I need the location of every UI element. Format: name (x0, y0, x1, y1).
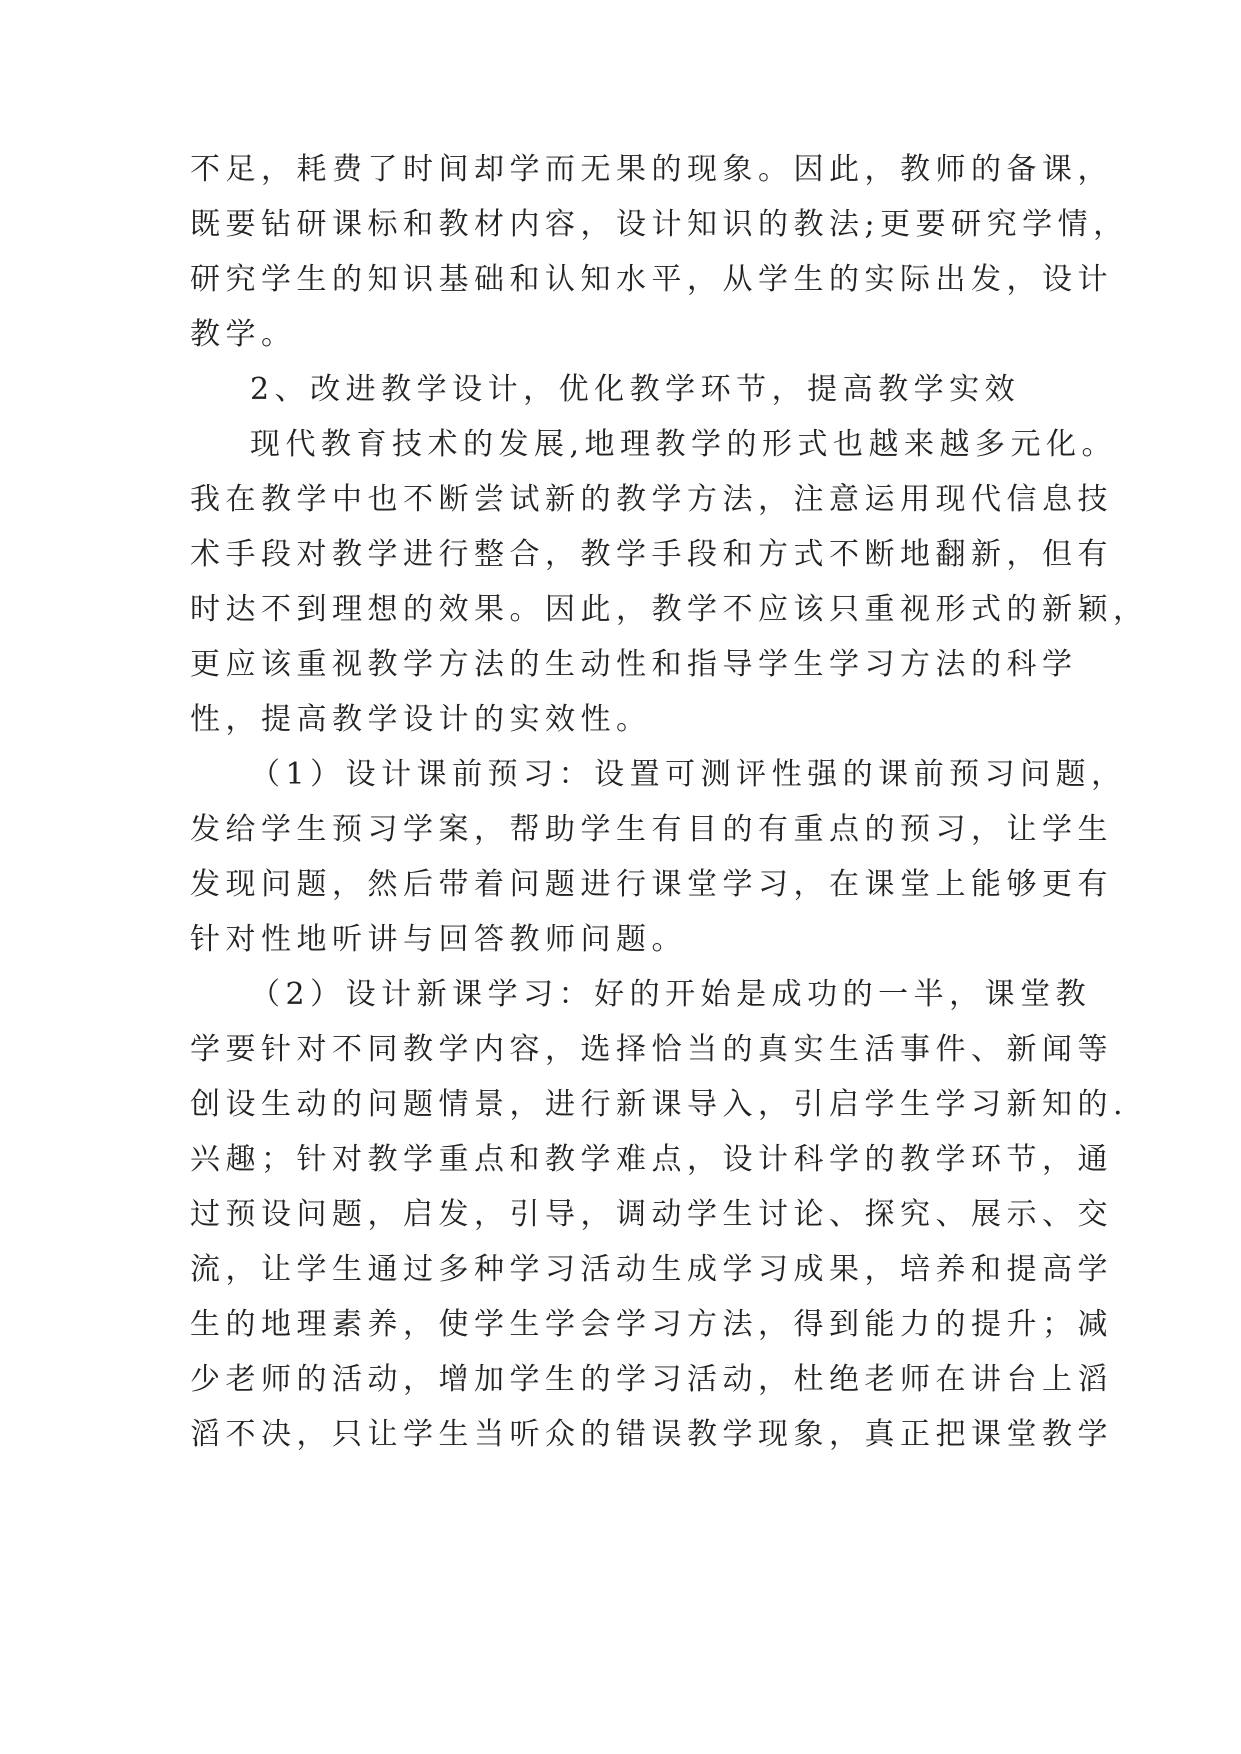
paragraph-start-line: 现代教育技术的发展,地理教学的形式也越来越多元化。 (250, 427, 1118, 462)
text-line: 发给学生预习学案，帮助学生有目的有重点的预习，让学生 (190, 812, 1113, 847)
text-line: 创设生动的问题情景，进行新课导入，引启学生学习新知的. (190, 1087, 1129, 1122)
text-line: 不足，耗费了时间却学而无果的现象。因此，教师的备课， (190, 152, 1113, 187)
text-line: 既要钻研课标和教材内容，设计知识的教法;更要研究学情， (190, 207, 1129, 242)
section-heading: 2、改进教学设计，优化教学环节，提高教学实效 (250, 372, 1021, 407)
text-line: 发现问题，然后带着问题进行课堂学习，在课堂上能够更有 (190, 867, 1113, 902)
text-line: 时达不到理想的效果。因此，教学不应该只重视形式的新颖， (190, 592, 1149, 627)
text-line: 学要针对不同教学内容，选择恰当的真实生活事件、新闻等 (190, 1032, 1113, 1067)
text-line: 滔不决，只让学生当听众的错误教学现象，真正把课堂教学 (190, 1417, 1113, 1452)
text-line: 更应该重视教学方法的生动性和指导学生学习方法的科学 (190, 647, 1078, 682)
text-line: 研究学生的知识基础和认知水平，从学生的实际出发，设计 (190, 262, 1113, 297)
text-line: 生的地理素养，使学生学会学习方法，得到能力的提升；减 (190, 1307, 1113, 1342)
text-line: 教学。 (190, 317, 297, 352)
text-line: 我在教学中也不断尝试新的教学方法，注意运用现代信息技 (190, 482, 1113, 517)
text-line: 过预设问题，启发，引导，调动学生讨论、探究、展示、交 (190, 1197, 1113, 1232)
text-line: 兴趣；针对教学重点和教学难点，设计科学的教学环节，通 (190, 1142, 1113, 1177)
text-line: 术手段对教学进行整合，教学手段和方式不断地翻新，但有 (190, 537, 1113, 572)
text-line: 流，让学生通过多种学习活动生成学习成果，培养和提高学 (190, 1252, 1113, 1287)
list-item-start-line: （2）设计新课学习：好的开始是成功的一半，课堂教 (250, 977, 1092, 1012)
text-line: 针对性地听讲与回答教师问题。 (190, 922, 687, 957)
text-line: 性，提高教学设计的实效性。 (190, 702, 652, 737)
list-item-start-line: （1）设计课前预习：设置可测评性强的课前预习问题， (250, 757, 1127, 792)
text-line: 少老师的活动，增加学生的学习活动，杜绝老师在讲台上滔 (190, 1362, 1113, 1397)
